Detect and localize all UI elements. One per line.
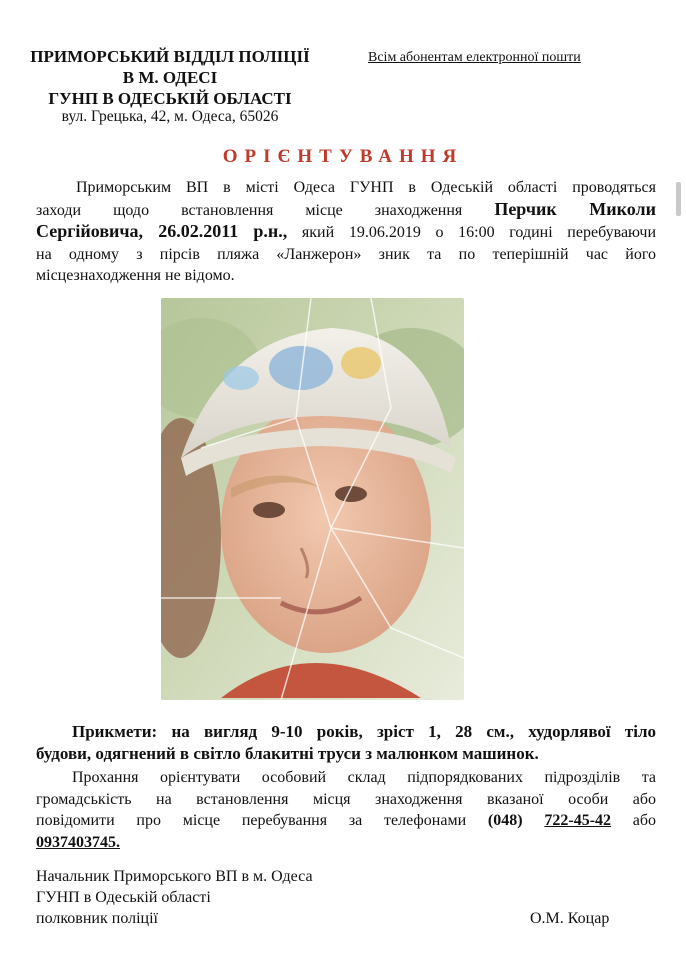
signoff-line-1: Начальник Приморського ВП в м. Одеса [36, 868, 313, 885]
header-line-1: ПРИМОРСЬКИЙ ВІДДІЛ ПОЛІЦІЇ [30, 47, 310, 66]
signatory-name: О.М. Коцар [530, 910, 610, 927]
intro-text: заходи щодо встановлення місце знаходження [36, 201, 463, 219]
intro-line-4: на одному з пірсів пляжа «Ланжерон» зник та по теперішній час його [36, 245, 656, 263]
intro-text: який 19.06.2019 о 16:00 годині перебуваючи [301, 224, 657, 241]
department-address: вул. Грецька, 42, м. Одеса, 65026 [61, 108, 279, 125]
missing-person-patronymic-dob: Сергійовича, 26.02.2011 р.н., [36, 221, 288, 241]
department-header [20, 46, 320, 109]
description-line-1: Прикмети: на вигляд 9-10 років, зріст 1, 28 см., худорлявої тіло [72, 722, 656, 741]
header-line-3: ГУНП В ОДЕСЬКІЙ ОБЛАСТІ [48, 89, 292, 108]
intro-line-2 [36, 199, 656, 222]
intro-line-3 [36, 221, 656, 244]
request-or: або [632, 812, 657, 829]
request-text: повідомити про місце перебування за телефонами [36, 812, 467, 829]
description-line-2: будови, одягнений в світло блакитні труси з малюнком машинок. [36, 744, 539, 763]
request-line-3 [36, 810, 656, 832]
phone-number-2: 0937403745. [36, 833, 120, 851]
signoff-line-2: ГУНП в Одеській області [36, 889, 211, 906]
document-title: ОРІЄНТУВАННЯ [222, 146, 464, 167]
request-paragraph [36, 767, 656, 853]
request-line-1: Прохання орієнтувати особовий склад підпорядкованих підрозділів та [72, 769, 656, 786]
missing-person-surname: Перчик Миколи [494, 198, 657, 219]
signoff-block [36, 866, 313, 929]
intro-line-1: Приморським ВП в місті Одеса ГУНП в Одеській області проводяться [76, 179, 656, 196]
phone-area-code: (048) [487, 812, 523, 829]
phone-number-1: 722-45-42 [544, 812, 612, 829]
intro-paragraph [36, 177, 656, 287]
header-line-2: В М. ОДЕСІ [122, 68, 218, 87]
signoff-line-3: полковник поліції [36, 910, 158, 927]
page-edge-mark [676, 182, 681, 216]
description-paragraph [36, 721, 656, 765]
photo-image [161, 298, 464, 700]
missing-person-photo [161, 298, 464, 700]
intro-line-5: місцезнаходження не відомо. [36, 267, 235, 284]
recipient-line: Всім абонентам електронної пошти [368, 50, 581, 65]
request-line-2: громадськість на встановлення місця знаходження вказаної особи або [36, 790, 656, 808]
